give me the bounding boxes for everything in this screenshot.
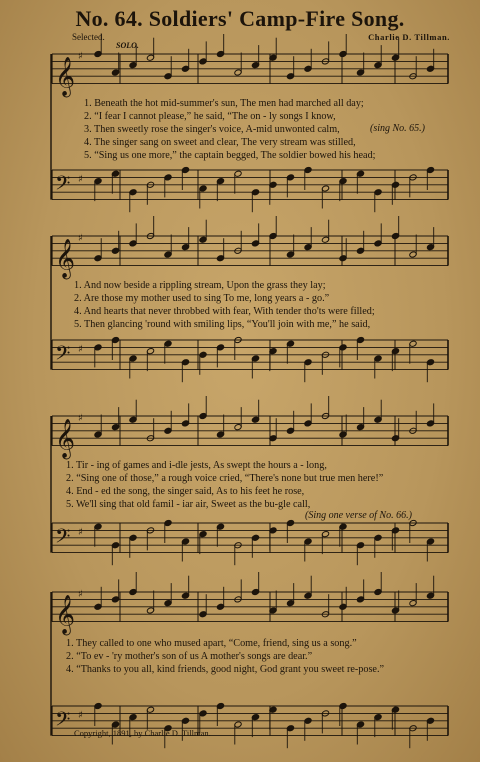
verse-line: 4. The singer sang on sweet and clear, The very stream was stilled, (84, 137, 356, 148)
svg-text:𝄞: 𝄞 (55, 56, 76, 97)
verse-line: 5. We'll sing that old famil - iar air, Sweet as the bu-gle call, (66, 499, 311, 510)
verse-line: 1. They called to one who mused apart, “Come, friend, sing us a song.” (66, 638, 357, 649)
page-title: No. 64. Soldiers' Camp-Fire Song. (75, 6, 405, 31)
clef-signs (55, 51, 83, 736)
verse-line: 1. Tir - ing of games and i-dle jests, As swept the hours a - long, (66, 460, 327, 471)
svg-text:♯: ♯ (78, 589, 83, 600)
verse-line: 4. And hearts that never throbbed with fear, With tender tho'ts were filled; (74, 306, 375, 317)
svg-text:♯: ♯ (78, 527, 83, 538)
svg-text:𝄢: 𝄢 (55, 707, 71, 736)
svg-text:♯: ♯ (78, 233, 83, 244)
verse-block-3 (66, 459, 383, 511)
verse-line: 2. Are those my mother used to sing To me, long years a - go.” (74, 293, 330, 304)
svg-text:♯: ♯ (78, 51, 83, 62)
verse-line: 5. “Sing us one more,” the captain begged, The soldier bowed his head; (84, 150, 376, 161)
verse-line: 4. End - ed the song, the singer said, As to his feet he rose, (66, 486, 305, 497)
verse-line: 3. Then sweetly rose the singer's voice, A-mid unwonted calm, (84, 124, 340, 135)
svg-text:♯: ♯ (78, 413, 83, 424)
performance-note: (Sing one verse of No. 66.) (305, 510, 412, 521)
svg-text:𝄞: 𝄞 (55, 418, 76, 459)
svg-text:♯: ♯ (78, 710, 83, 721)
verse-line: 5. Then glancing 'round with smiling lips, “You'll join with me,” he said, (74, 319, 371, 330)
copyright-notice: Copyright, 1891, by Charlie D. Tillman. (74, 728, 211, 738)
verse-line: 2. “To ev - 'ry mother's son of us A mother's songs are dear.” (66, 651, 313, 662)
verse-line: 2. “I fear I cannot please,” he said, “The on - ly songs I know, (84, 111, 336, 122)
svg-text:♯: ♯ (78, 344, 83, 355)
svg-text:𝄢: 𝄢 (55, 341, 71, 370)
verse-line: 4. “Thanks to you all, kind friends, good night, God grant you sweet re-pose.” (66, 664, 385, 675)
svg-text:𝄞: 𝄞 (55, 238, 76, 279)
solo-marking: SOLO. (116, 41, 139, 50)
verse-block-4 (66, 637, 384, 676)
verse-line: 2. “Sing one of those,” a rough voice cried, “There's none but true men here!” (66, 473, 384, 484)
svg-text:𝄞: 𝄞 (55, 594, 76, 635)
svg-text:♯: ♯ (78, 174, 83, 185)
verse-block-2 (74, 279, 375, 331)
svg-text:𝄢: 𝄢 (55, 524, 71, 553)
verse-line: 1. Beneath the hot mid-summer's sun, The men had marched all day; (84, 98, 364, 109)
verse-line: 1. And now beside a rippling stream, Upon the grass they lay; (74, 280, 326, 291)
source-credit: Selected. (72, 32, 105, 42)
composer-credit: Charlie D. Tillman. (368, 32, 450, 42)
svg-text:𝄢: 𝄢 (55, 171, 71, 200)
verse-block-1 (84, 97, 376, 162)
performance-note: (sing No. 65.) (370, 123, 425, 134)
